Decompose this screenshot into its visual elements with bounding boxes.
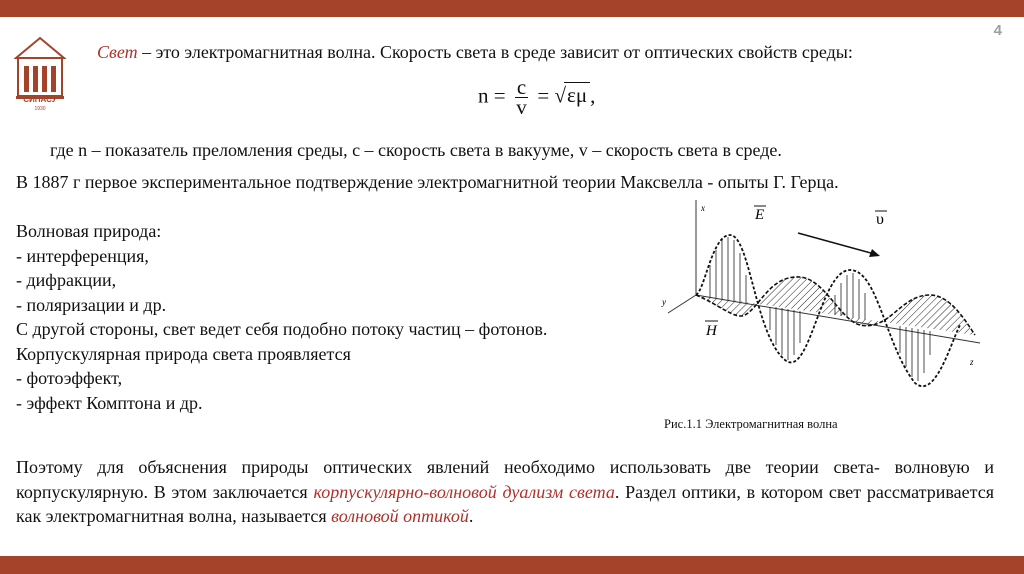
list-item: - интерференция, — [16, 245, 149, 266]
list-item: - поляризации и др. — [16, 294, 167, 315]
formula-equals: = — [537, 83, 550, 108]
formula-denominator: v — [516, 95, 527, 119]
conclusion-paragraph — [16, 455, 994, 529]
history-paragraph: В 1887 г первое экспериментальное подтверждение электромагнитной теории Максвелла - опыты Г. Герца. — [16, 172, 839, 192]
velocity-arrow — [798, 233, 878, 255]
logo-caption: СИПАСУ — [23, 95, 57, 104]
list-item: Волновая природа: — [16, 221, 162, 241]
logo-subcaption: 1930 — [34, 106, 46, 112]
page-number: 4 — [993, 22, 1002, 39]
list-item: Корпускулярная природа света проявляется — [16, 343, 351, 364]
list-item: С другой стороны, свет ведет себя подобно потоку частиц – фотонов. — [16, 319, 548, 339]
h-vector-label: H — [706, 323, 717, 339]
velocity-arrowhead-icon — [869, 249, 880, 257]
term-light: Свет — [97, 42, 138, 62]
refraction-formula — [478, 75, 596, 119]
em-wave-figure — [650, 195, 1000, 405]
conclusion-text-2: . Раздел оптики, в котором свет рассматривается как электромагнитная волна, называется — [16, 481, 994, 526]
term-duality: корпускулярно-волновой дуализм света — [313, 481, 615, 502]
formula-lhs: n = — [478, 83, 506, 108]
intro-paragraph — [97, 40, 957, 64]
formula-numerator: c — [516, 75, 527, 99]
list-item: - фотоэффект, — [16, 368, 123, 388]
term-wave-optics: волновой оптикой — [331, 506, 469, 526]
conclusion-text-1: Поэтому для объяснения природы оптических явлений необходимо использовать две теории света- волновую и корпускулярную. В этом заключается — [16, 457, 994, 502]
list-item: - эффект Комптона и др. — [16, 392, 203, 413]
velocity-label: υ — [876, 211, 884, 228]
intro-text: – это электромагнитная волна. Скорость света в среде зависит от оптических свойств среды: — [137, 42, 853, 62]
formula-tail: , — [590, 83, 596, 108]
figure-caption: Рис.1.1 Электромагнитная волна — [664, 417, 838, 431]
bottom-accent-bar — [0, 556, 1024, 574]
top-accent-bar — [0, 0, 1024, 17]
formula-explanation: где n – показатель преломления среды, c – скорость света в вакууме, v – скорость света в среде. — [50, 140, 782, 160]
conclusion-text-3: . — [468, 506, 474, 526]
h-wave — [696, 277, 975, 335]
nature-list — [16, 219, 666, 415]
formula-fraction — [515, 75, 528, 119]
list-item: - дифракции, — [16, 270, 117, 290]
axis-y-label: y — [662, 297, 666, 307]
axis-z-label: z — [970, 357, 974, 367]
sqrt-icon: √ — [554, 83, 567, 108]
formula-radical: εμ — [564, 82, 590, 108]
axis-x-label: x — [701, 203, 705, 213]
axis-y-line — [668, 295, 696, 313]
e-vector-label: E — [755, 207, 765, 223]
